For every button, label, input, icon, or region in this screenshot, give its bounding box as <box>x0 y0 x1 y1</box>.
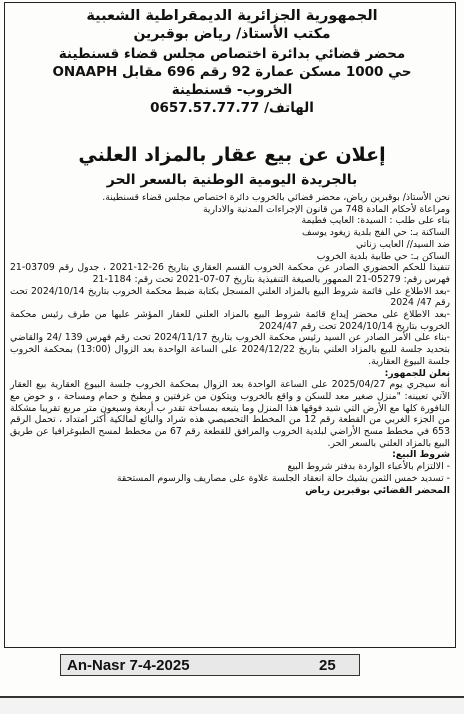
body-paragraph: الساكن بـ: حي طابية بلدية الخروب <box>316 250 450 262</box>
header-bailiff: محضر قضائي بدائرة اختصاص مجلس قضاء قسنطينة <box>58 46 406 62</box>
signature-line: المحضر القضائي بوقبرين رياض <box>305 484 450 496</box>
body-paragraph: بناء على طلب : السيدة: العايب فطيمة <box>301 215 450 227</box>
newspaper-name: An-Nasr 7-4-2025 <box>67 657 190 674</box>
header-city: الخروب- قسنطينة <box>171 82 293 98</box>
sale-conditions-heading: شروط البيع: <box>392 449 450 461</box>
body-paragraph: ومراعاة لأحكام المادة 748 من قانون الإجراءات المدنية والادارية <box>202 203 450 215</box>
body-paragraph: ضد السيد// العايب زناتي <box>356 238 450 250</box>
condition-item: - تسديد خمس الثمن بشيك حالة انعقاد الجلسة علاوة على مصاريف والرسوم المستحقة <box>116 472 450 484</box>
announcement-title: إعلان عن بيع عقار بالمزاد العلني <box>78 144 386 166</box>
page-bottom-edge <box>0 696 464 714</box>
announcement-subtitle: بالجريدة اليومية الوطنية بالسعر الحر <box>106 172 358 188</box>
body-paragraph: تنفيذا للحكم الحضوري الصادر عن محكمة الخروب القسم العقاري بتاريخ 26-12-2021 ، جدول رقم 03709-21 فهرس رقم: 05279-21 الممهور بالصيغة التنفيذية بتاريخ 07-07-2021 تحت رقم: 1184-21 <box>10 262 450 285</box>
header-address: حي 1000 مسكن عمارة 92 رقم 696 مقابل ONAAPH <box>52 64 412 80</box>
body-paragraph: الساكنة بـ: حي الفج بلدية زيغود يوسف <box>302 227 450 239</box>
header-phone: الهاتف/ 0657.57.77.77 <box>150 100 314 116</box>
header-republic: الجمهورية الجزائرية الديمقراطية الشعبية <box>86 8 378 24</box>
newspaper-footer <box>60 654 360 676</box>
body-paragraph: نحن الأستاذ/ بوقبرين رياض، محضر قضائي بالخروب دائرة اختصاص مجلس قضاء قسنطينة. <box>102 192 450 203</box>
public-notice-heading: نعلن للجمهور: <box>384 367 450 379</box>
header-office: مكتب الأستاذ/ رياض بوقبرين <box>133 26 331 42</box>
announcement-body <box>10 192 450 496</box>
body-paragraph: -بعد الاطلاع على قائمة شروط البيع بالمزاد العلني المسجل بكتابة ضبط محكمة الخروب بتاريخ 2024/10/14 تحت رقم 47/ 2024 <box>10 285 450 309</box>
condition-item: - الالتزام بالأعباء الواردة بدفتر شروط البيع <box>287 461 450 473</box>
body-paragraph: -بعد الاطلاع على محضر إيداع قائمة شروط البيع بالمزاد العلني للعقار المؤشر عليها من طرف رئيس محكمة الخروب بتاريخ 2024/10/14 تحت رقم 2024/47 <box>10 309 450 332</box>
body-paragraph: أنه سيجري يوم 2025/04/27 على الساعة الواحدة بعد الزوال بمحكمة الخروب جلسة البيوع العقارية بيع العقار الآتي تعيينه: "منزل صغير معد للسكن و واقع بالخروب ويتكون من غرفتين و مطبخ و حمام ومساحة ، و حوض مع النافورة كلها مع الأرض التي شيد فوقها هذا المنزل وما يتبعه بمساحة تقدر ب أربعة وسبعون متر مربع تقريبا مشكلة من الجزء الغربي من القطعة رقم 12 من المخطط التحصيصي هذه شراد والبائع لمالكية أكثر امتداد ، تحمل الرقم 653 في مخطط مسح الأراضي لبلدية الخروب والمرافق للقطعة رقم 67 من مخطط لمسح الطبوغرافيا عن طريق البيع بالمزاد العلني بالسعر الحر. <box>10 379 451 449</box>
body-paragraph: -بناء على الأمر الصادر عن السيد رئيس محكمة الخروب بتاريخ 2024/11/17 تحت رقم فهرس 139 /24 والقاضي بتحديد جلسة للبيع بالمزاد العلني بتاريخ 2024/12/22 على الساعة الواحدة بعد الزوال (13:00) بمحكمة الخروب جلسة البيوع العقارية. <box>10 332 451 367</box>
page-number: 25 <box>319 657 336 674</box>
